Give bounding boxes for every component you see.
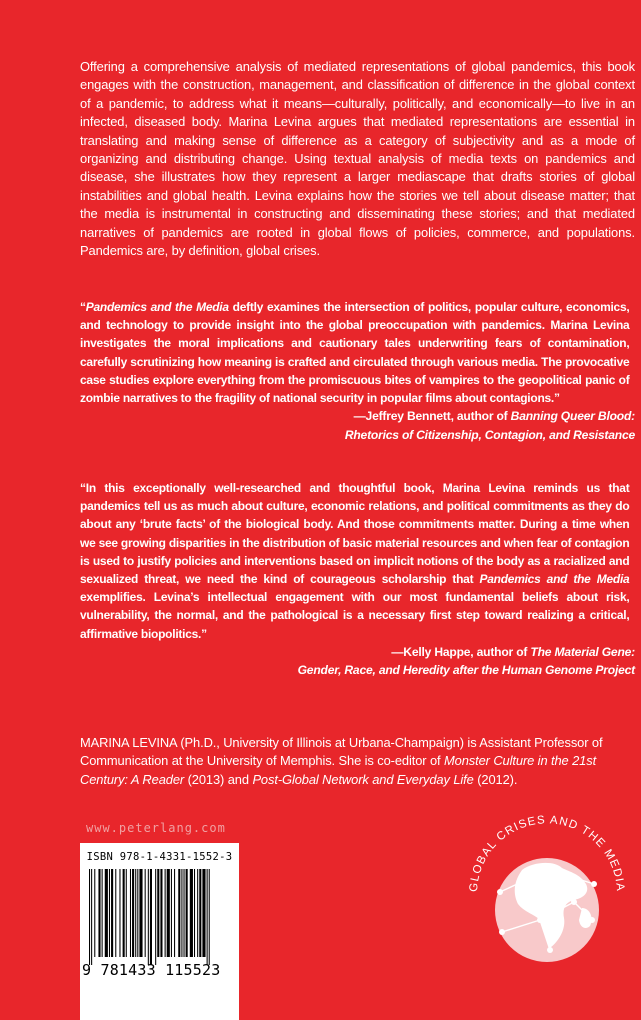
isbn-text: ISBN 978-1-4331-1552-3 [86, 851, 233, 863]
barcode-bar [197, 869, 198, 957]
barcode-bar [137, 869, 138, 957]
barcode-bar [130, 869, 131, 957]
endorsement-text: “In this exceptionally well-researched and thoughtful book, Marina Levina reminds us that pandemics tell us as much about culture, economic relations, and political commitments as they do about any ‘brute facts’ of the biological body. And those commitments matter. During a time when we see growing disparities in the distribution of basic material resources and when fear of contagion is used to justify policies and interventions based on implicit notions of the body as a racialized and sexualized threat, we need the kind of courageous scholarship that Pandemics and the Media exemplifies. Levina’s intellectual engagement with our most fundamental beliefs about risk, vulnerability, the normal, and the pathological is a necessary first step toward realizing a critical, affirmative biopolitics.” [80, 481, 630, 641]
barcode-bar [157, 869, 159, 957]
barcode-bar [207, 869, 208, 965]
barcode-bar [167, 869, 170, 957]
barcode-bar [132, 869, 134, 957]
barcode-bar [135, 869, 136, 957]
series-logo [462, 800, 632, 970]
barcode-bar [178, 869, 180, 957]
barcode-bar [171, 869, 172, 957]
barcode-bar [126, 869, 127, 957]
barcode-bar [119, 869, 120, 957]
barcode-bar [181, 869, 182, 957]
barcode-bar [94, 869, 95, 957]
barcode-bar [194, 869, 195, 957]
barcode-icon [89, 869, 230, 965]
barcode-bar [102, 869, 103, 957]
barcode-bar [174, 869, 175, 957]
barcode-bar [91, 869, 92, 965]
barcode-bar [202, 869, 205, 957]
barcode-bar [184, 869, 185, 957]
barcode-bar [150, 869, 152, 965]
endorsement-book-title: Pandemics and the Media [85, 300, 229, 314]
endorsement-attribution: —Jeffrey Bennett, author of Banning Queer Blood: Rhetorics of Citizenship, Contagion, and Resistance [344, 409, 635, 442]
barcode-bar [98, 869, 100, 957]
barcode-bar [190, 869, 193, 957]
globe-network-icon [495, 858, 599, 962]
endorsement-bennett [80, 298, 635, 444]
barcode-bar [115, 869, 116, 957]
series-name: GLOBAL CRISES AND THE MEDIA [467, 814, 627, 893]
barcode-bar [155, 869, 156, 965]
publisher-url: www.peterlang.com [86, 821, 226, 835]
barcode-bar [89, 869, 90, 965]
barcode-label [80, 843, 239, 1020]
barcode-bar [186, 869, 188, 957]
barcode-bar [165, 869, 166, 957]
endorsement-happe [80, 479, 635, 680]
barcode-digits: 9 781433 115523 [82, 961, 221, 979]
barcode-bar [160, 869, 162, 957]
barcode-bar [148, 869, 149, 965]
barcode-bar [209, 869, 210, 965]
endorsement-text: “Pandemics and the Media deftly examines the intersection of politics, popular culture, economics, and technology to provide insight into the global preoccupation with pandemics. Marina Levina investigates the moral implications and cautionary tales underwriting fears of contamination, carefully scrutinizing how meaning is crafted and circulated through various media. The provocative case studies explore everything from the promiscuous bites of vampires to the geopolitical panic of zombie narratives to the fragility of national security in popular films about contagions.” [80, 300, 630, 406]
author-bio: MARINA LEVINA (Ph.D., University of Illinois at Urbana-Champaign) is Assistant Professor of Communication at the University of Memphis. She is co-editor of Monster Culture in the 21st Century: A Reader (2013) and Post-Global Network and Everyday Life (2012). [80, 735, 603, 787]
endorsement-attribution: —Kelly Happe, author of The Material Gene: Gender, Race, and Heredity after the Human Genome Project [297, 644, 635, 678]
barcode-bar [105, 869, 108, 957]
barcode-bar [123, 869, 125, 957]
endorsement-book-title: Pandemics and the Media [479, 572, 630, 587]
barcode-bar [111, 869, 113, 957]
barcode-bar [139, 869, 142, 957]
barcode-bar [145, 869, 146, 957]
book-description: Offering a comprehensive analysis of mediated representations of global pandemics, this book engages with the construction, management, and classification of difference in the global context of a pandemic, to address what it means—culturally, politically, and economically—to live in an infected, diseased body. Marina Levina argues that mediated representations are essential in translating and making sense of difference as a category of subjectivity and as a mode of organizing and distributing change. Using textual analysis of media texts on pandemics and disease, she illustrates how they represent a larger mediascape that drafts stories of global instabilities and global health. Levina explains how the stories we tell about disease matter; that the media is instrumental in constructing and disseminating these stories; and that mediated narratives of pandemics are rooted in global flows of policies, commerce, and populations. Pandemics are, by definition, global crises. [80, 59, 635, 259]
barcode-bar [199, 869, 201, 957]
barcode-bar [109, 869, 110, 957]
